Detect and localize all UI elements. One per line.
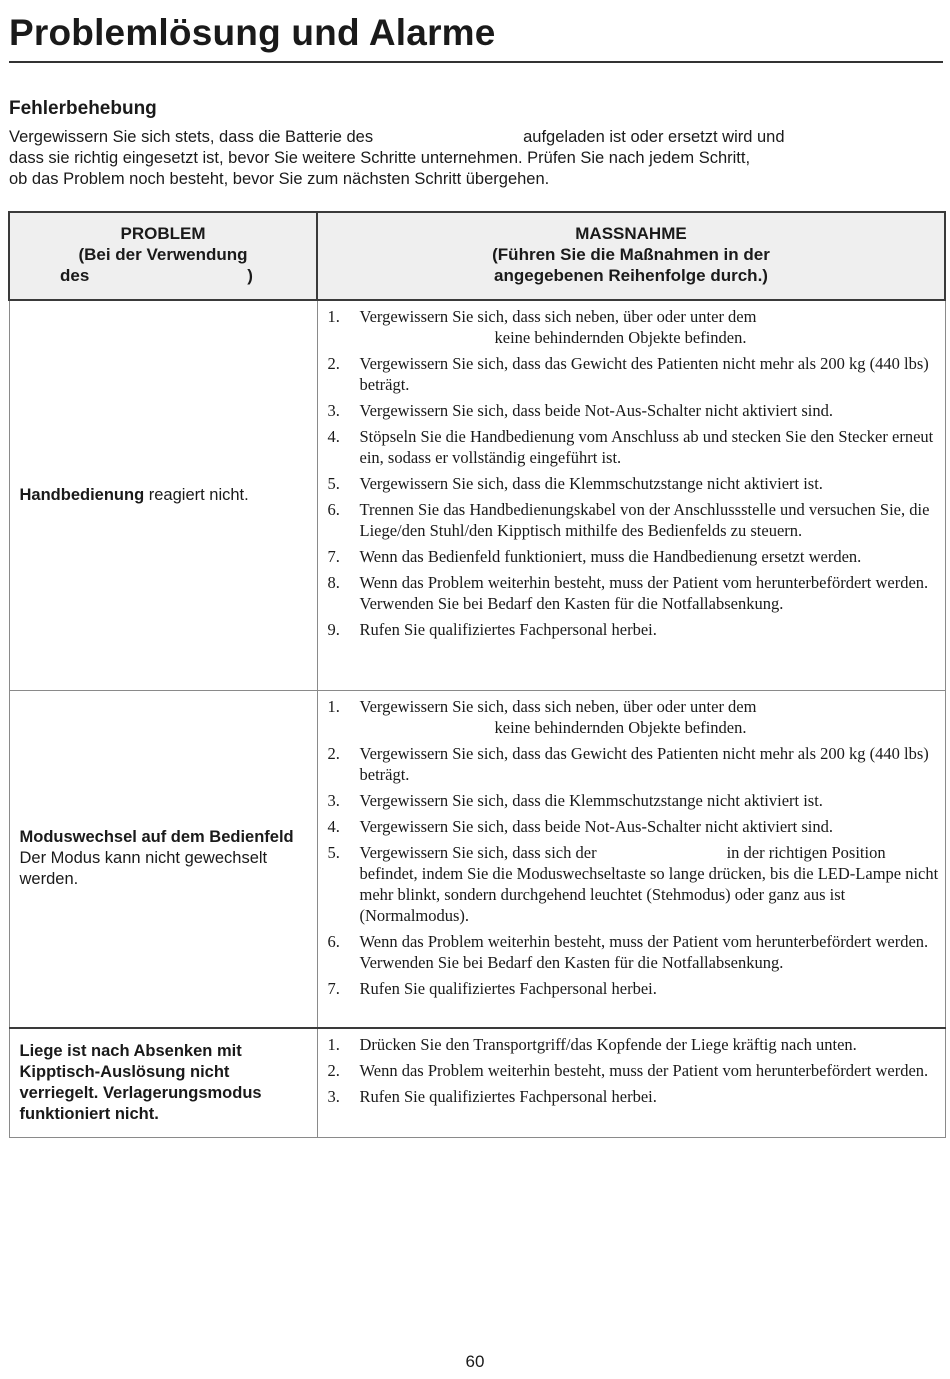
- header-action-sub: (Führen Sie die Maßnahmen in der: [492, 245, 770, 264]
- step-text-continued: keine behindernden Objekte befinden.: [494, 328, 747, 347]
- list-item: [328, 842, 939, 926]
- header-problem-sub: (Bei der Verwendung: [78, 245, 248, 264]
- table-row: [9, 300, 945, 690]
- header-action-sub2: angegebenen Reihenfolge durch.): [494, 266, 768, 285]
- action-cell: [317, 1028, 945, 1137]
- step-number: 2.: [327, 354, 340, 373]
- section-heading: Fehlerbehebung: [9, 98, 157, 119]
- title-divider: [9, 61, 943, 63]
- intro-line-3: ob das Problem noch besteht, bevor Sie zum nächsten Schritt übergehen.: [9, 170, 550, 188]
- step-text: Vergewissern Sie sich, dass das Gewicht des Patienten nicht mehr als 200 kg (440 lbs) beträgt.: [359, 743, 929, 784]
- header-problem: [9, 212, 317, 300]
- list-item: [328, 790, 939, 811]
- intro-line-1: [9, 127, 929, 148]
- step-number: 1.: [327, 696, 340, 716]
- step-number: 7.: [327, 547, 340, 566]
- header-problem-line3-start: des: [60, 266, 90, 285]
- intro-line-2: dass sie richtig eingesetzt ist, bevor Sie weitere Schritte unternehmen. Prüfen Sie nach jedem Schritt,: [9, 149, 751, 167]
- list-item: [328, 1034, 939, 1055]
- list-item: [328, 696, 939, 738]
- page-number: 60: [465, 1352, 485, 1371]
- header-problem-title: PROBLEM: [120, 224, 206, 243]
- problem-cell: [9, 690, 317, 1028]
- steps-list: [328, 306, 939, 640]
- list-item: [328, 978, 939, 999]
- problem-cell: [9, 300, 317, 690]
- header-action: [317, 212, 945, 300]
- page-title: Problemlösung und Alarme: [9, 12, 496, 53]
- list-item: [328, 353, 939, 395]
- steps-list: [328, 1034, 939, 1107]
- step-text: Wenn das Problem weiterhin besteht, muss der Patient vom herunterbefördert werden.: [359, 1061, 929, 1080]
- action-cell: [317, 690, 945, 1028]
- problem-description: reagiert nicht.: [144, 485, 249, 504]
- step-number: 4.: [327, 427, 340, 446]
- problem-title: Liege ist nach Absenken mit Kipptisch-Auslösung nicht verriegelt. Verlagerungsmodus funktioniert nicht.: [19, 1041, 262, 1123]
- step-number: 6.: [327, 931, 340, 951]
- intro-line-1-end: aufgeladen ist oder ersetzt wird und: [523, 128, 785, 146]
- problem-title: Moduswechsel auf dem Bedienfeld: [19, 828, 294, 847]
- step-number: 5.: [327, 842, 340, 862]
- step-number: 2.: [327, 1061, 340, 1080]
- list-item: [328, 473, 939, 494]
- action-cell: [317, 300, 945, 690]
- step-text: Drücken Sie den Transportgriff/das Kopfende der Liege kräftig nach unten.: [359, 1035, 857, 1054]
- step-text-continued: in der richtigen Position befindet, indem Sie die Moduswechseltaste so lange drücken, bis die LED-Lampe nicht mehr blinkt, sondern durchgehend leuchtet (Stehmodus) oder ganz aus ist (Normalmodus).: [359, 842, 939, 925]
- table-row: [9, 690, 945, 1028]
- list-item: [328, 499, 939, 541]
- list-item: [328, 400, 939, 421]
- list-item: [328, 619, 939, 640]
- header-action-title: MASSNAHME: [575, 224, 687, 243]
- step-text: Vergewissern Sie sich, dass das Gewicht des Patienten nicht mehr als 200 kg (440 lbs) beträgt.: [359, 354, 929, 394]
- step-text: Trennen Sie das Handbedienungskabel von der Anschlussstelle und versuchen Sie, die Liege/den Stuhl/den Kipptisch mithilfe des Bedienfelds zu steuern.: [359, 500, 930, 540]
- header-problem-line3: [16, 265, 310, 286]
- step-number: 3.: [327, 401, 340, 420]
- problem-cell: [9, 1028, 317, 1137]
- intro-paragraph: [9, 127, 929, 190]
- list-item: [328, 306, 939, 348]
- step-number: 2.: [327, 743, 340, 763]
- list-item: [328, 743, 939, 785]
- problem-title: Handbedienung: [19, 485, 145, 504]
- step-text: Vergewissern Sie sich, dass die Klemmschutzstange nicht aktiviert ist.: [359, 790, 823, 810]
- step-number: 9.: [327, 620, 340, 639]
- step-text-continued: keine behindernden Objekte befinden.: [494, 717, 747, 737]
- step-number: 3.: [327, 790, 340, 810]
- step-text: Stöpseln Sie die Handbedienung vom Anschluss ab und stecken Sie den Stecker erneut ein, sodass er vollständig eingeführt ist.: [359, 427, 934, 467]
- step-text: Wenn das Problem weiterhin besteht, muss der Patient vom herunterbefördert werden. Verwenden Sie bei Bedarf den Kasten für die Notfallabsenkung.: [359, 573, 929, 613]
- step-text: Vergewissern Sie sich, dass die Klemmschutzstange nicht aktiviert ist.: [359, 474, 823, 493]
- step-number: 8.: [327, 573, 340, 592]
- step-text: Vergewissern Sie sich, dass sich der: [359, 842, 597, 862]
- step-text: Wenn das Problem weiterhin besteht, muss der Patient vom herunterbefördert werden. Verwenden Sie bei Bedarf den Kasten für die Notfallabsenkung.: [359, 931, 929, 972]
- list-item: [328, 931, 939, 973]
- problem-description: Der Modus kann nicht gewechselt werden.: [19, 849, 268, 889]
- list-item: [328, 572, 939, 614]
- step-number: 6.: [327, 500, 340, 519]
- intro-line-1-start: Vergewissern Sie sich stets, dass die Batterie des: [9, 128, 374, 146]
- step-text: Vergewissern Sie sich, dass sich neben, über oder unter dem: [359, 307, 757, 326]
- step-number: 4.: [327, 816, 340, 836]
- step-text: Wenn das Bedienfeld funktioniert, muss die Handbedienung ersetzt werden.: [359, 547, 862, 566]
- step-text: Rufen Sie qualifiziertes Fachpersonal herbei.: [359, 620, 657, 639]
- list-item: [328, 426, 939, 468]
- step-number: 3.: [327, 1087, 340, 1106]
- table-header-row: [9, 212, 945, 300]
- troubleshooting-table: [8, 211, 946, 1138]
- step-text: Rufen Sie qualifiziertes Fachpersonal herbei.: [359, 1087, 657, 1106]
- table-row: [9, 1028, 945, 1137]
- step-text: Vergewissern Sie sich, dass beide Not-Aus-Schalter nicht aktiviert sind.: [359, 816, 834, 836]
- step-number: 7.: [327, 978, 340, 998]
- step-text: Vergewissern Sie sich, dass sich neben, über oder unter dem: [359, 696, 757, 716]
- steps-list: [328, 696, 939, 999]
- header-problem-line3-end: ): [247, 266, 253, 285]
- list-item: [328, 816, 939, 837]
- step-number: 1.: [327, 307, 340, 326]
- step-number: 1.: [327, 1035, 340, 1054]
- step-number: 5.: [327, 474, 340, 493]
- list-item: [328, 1086, 939, 1107]
- list-item: [328, 546, 939, 567]
- step-text: Vergewissern Sie sich, dass beide Not-Aus-Schalter nicht aktiviert sind.: [359, 401, 834, 420]
- step-text: Rufen Sie qualifiziertes Fachpersonal herbei.: [359, 978, 657, 998]
- list-item: [328, 1060, 939, 1081]
